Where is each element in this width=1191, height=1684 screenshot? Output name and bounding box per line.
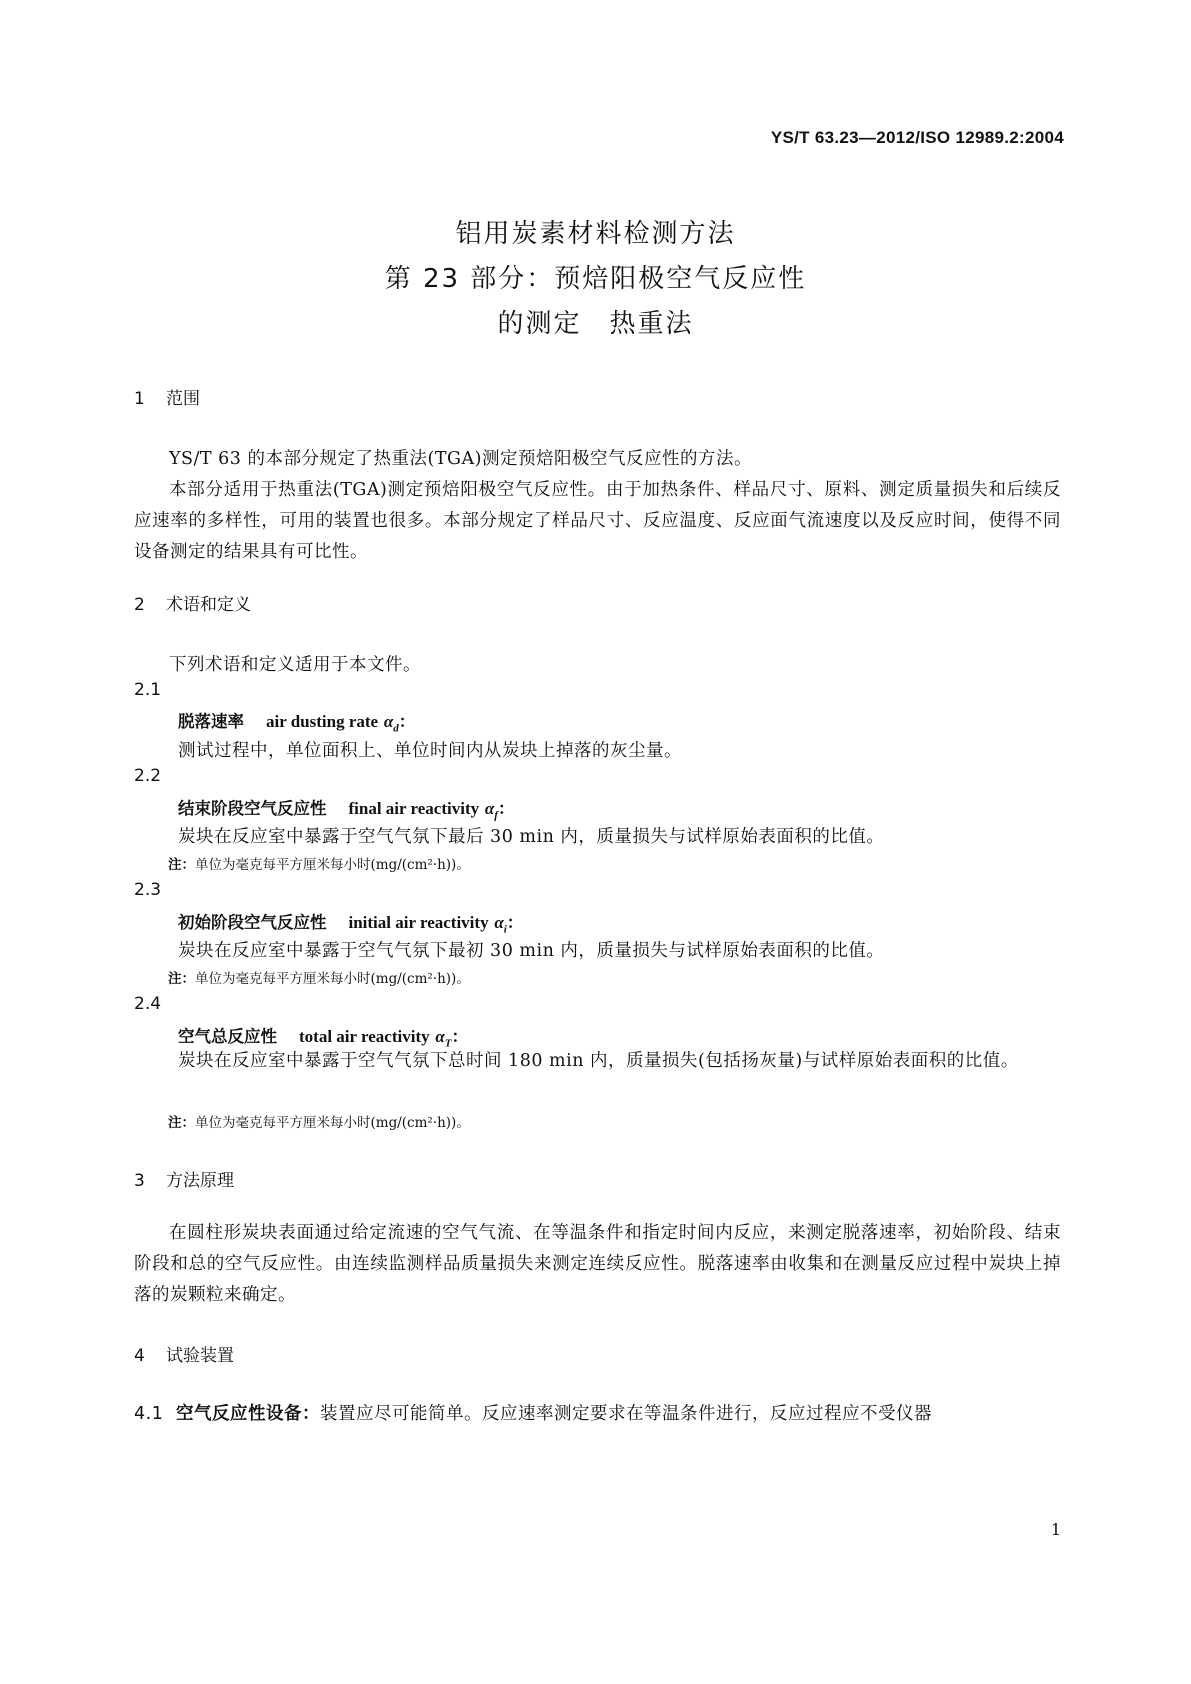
term-en: initial air reactivity bbox=[348, 913, 489, 932]
term-definition: 炭块在反应室中暴露于空气气氛下总时间 180 min 内，质量损失(包括扬灰量)与试样原始表面积的比值。 bbox=[178, 1051, 1019, 1071]
term-cn: 脱落速率 bbox=[178, 712, 244, 731]
section-1-paragraph-1: YS/T 63 的本部分规定了热重法(TGA)测定预焙阳极空气反应性的方法。 bbox=[169, 449, 752, 469]
term-symbol: $\alpha_f$ bbox=[484, 799, 498, 822]
title-line-1: 铝用炭素材料检测方法 bbox=[455, 219, 736, 249]
clause-4-1-text: 装置应尽可能简单。反应速率测定要求在等温条件进行，反应过程应不受仪器 bbox=[320, 1404, 932, 1424]
term-heading: 初始阶段空气反应性 initial air reactivity $\alpha_i$： bbox=[178, 913, 524, 936]
section-3-title: 方法原理 bbox=[166, 1171, 234, 1191]
term-en: final air reactivity bbox=[348, 799, 480, 818]
term-note: 注：单位为毫克每平方厘米每小时(mg/(cm²·h))。 bbox=[168, 857, 470, 873]
term-symbol: $\alpha_i$ bbox=[494, 913, 507, 936]
standard-code: YS/T 63.23—2012/ISO 12989.2:2004 bbox=[770, 128, 1064, 147]
term-cn: 结束阶段空气反应性 bbox=[178, 799, 327, 818]
term-cn: 初始阶段空气反应性 bbox=[178, 913, 327, 932]
term-note: 注：单位为毫克每平方厘米每小时(mg/(cm²·h))。 bbox=[168, 1115, 470, 1131]
term-number: 2.4 bbox=[134, 994, 162, 1014]
term-definition: 炭块在反应室中暴露于空气气氛下最初 30 min 内，质量损失与试样原始表面积的比值。 bbox=[178, 941, 885, 961]
term-number: 2.2 bbox=[134, 766, 162, 786]
clause-4-1-title: 空气反应性设备： bbox=[176, 1404, 320, 1424]
term-note: 注：单位为毫克每平方厘米每小时(mg/(cm²·h))。 bbox=[168, 971, 470, 987]
section-2-title: 术语和定义 bbox=[166, 595, 251, 615]
title-line-2: 第 23 部分：预焙阳极空气反应性 bbox=[384, 264, 807, 294]
term-heading: 脱落速率 air dusting rate $\alpha_d$： bbox=[178, 712, 416, 735]
document-title bbox=[0, 212, 1191, 347]
section-4-heading: 4 试验装置 bbox=[134, 1346, 234, 1366]
term-en: air dusting rate bbox=[266, 712, 379, 731]
term-number: 2.3 bbox=[134, 880, 162, 900]
section-2-intro: 下列术语和定义适用于本文件。 bbox=[169, 655, 421, 675]
section-3-heading: 3 方法原理 bbox=[134, 1171, 234, 1191]
term-symbol: $\alpha_T$ bbox=[435, 1027, 452, 1050]
term-definition: 炭块在反应室中暴露于空气气氛下最后 30 min 内，质量损失与试样原始表面积的比值。 bbox=[178, 827, 885, 847]
section-1-title: 范围 bbox=[166, 389, 200, 409]
section-1-heading: 1 范围 bbox=[134, 389, 200, 409]
page-number: 1 bbox=[1050, 1520, 1061, 1539]
term-heading: 空气总反应性 total air reactivity $\alpha_T$： bbox=[178, 1027, 468, 1050]
term-cn: 空气总反应性 bbox=[178, 1027, 277, 1046]
term-symbol: $\alpha_d$ bbox=[383, 712, 399, 735]
section-3-paragraph: 在圆柱形炭块表面通过给定流速的空气气流、在等温条件和指定时间内反应，来测定脱落速率，初始阶段、结束阶段和总的空气反应性。由连续监测样品质量损失来测定连续反应性。脱落速率由收集和在测量反应过程中炭块上掉落的炭颗粒来确定。 bbox=[134, 1223, 1061, 1305]
term-en: total air reactivity bbox=[299, 1027, 430, 1046]
section-1-paragraph-2: 本部分适用于热重法(TGA)测定预焙阳极空气反应性。由于加热条件、样品尺寸、原料、测定质量损失和后续反应速率的多样性，可用的装置也很多。本部分规定了样品尺寸、反应温度、反应面气流速度以及反应时间，使得不同设备测定的结果具有可比性。 bbox=[134, 480, 1061, 562]
term-number: 2.1 bbox=[134, 680, 162, 700]
clause-4-1: 4.1 空气反应性设备：装置应尽可能简单。反应速率测定要求在等温条件进行，反应过程应不受仪器 bbox=[134, 1404, 932, 1424]
section-2-heading: 2 术语和定义 bbox=[134, 595, 251, 615]
term-definition: 测试过程中，单位面积上、单位时间内从炭块上掉落的灰尘量。 bbox=[178, 741, 682, 761]
term-heading: 结束阶段空气反应性 final air reactivity $\alpha_f$： bbox=[178, 799, 515, 822]
title-line-3: 的测定 热重法 bbox=[497, 309, 694, 339]
section-4-title: 试验装置 bbox=[166, 1346, 234, 1366]
